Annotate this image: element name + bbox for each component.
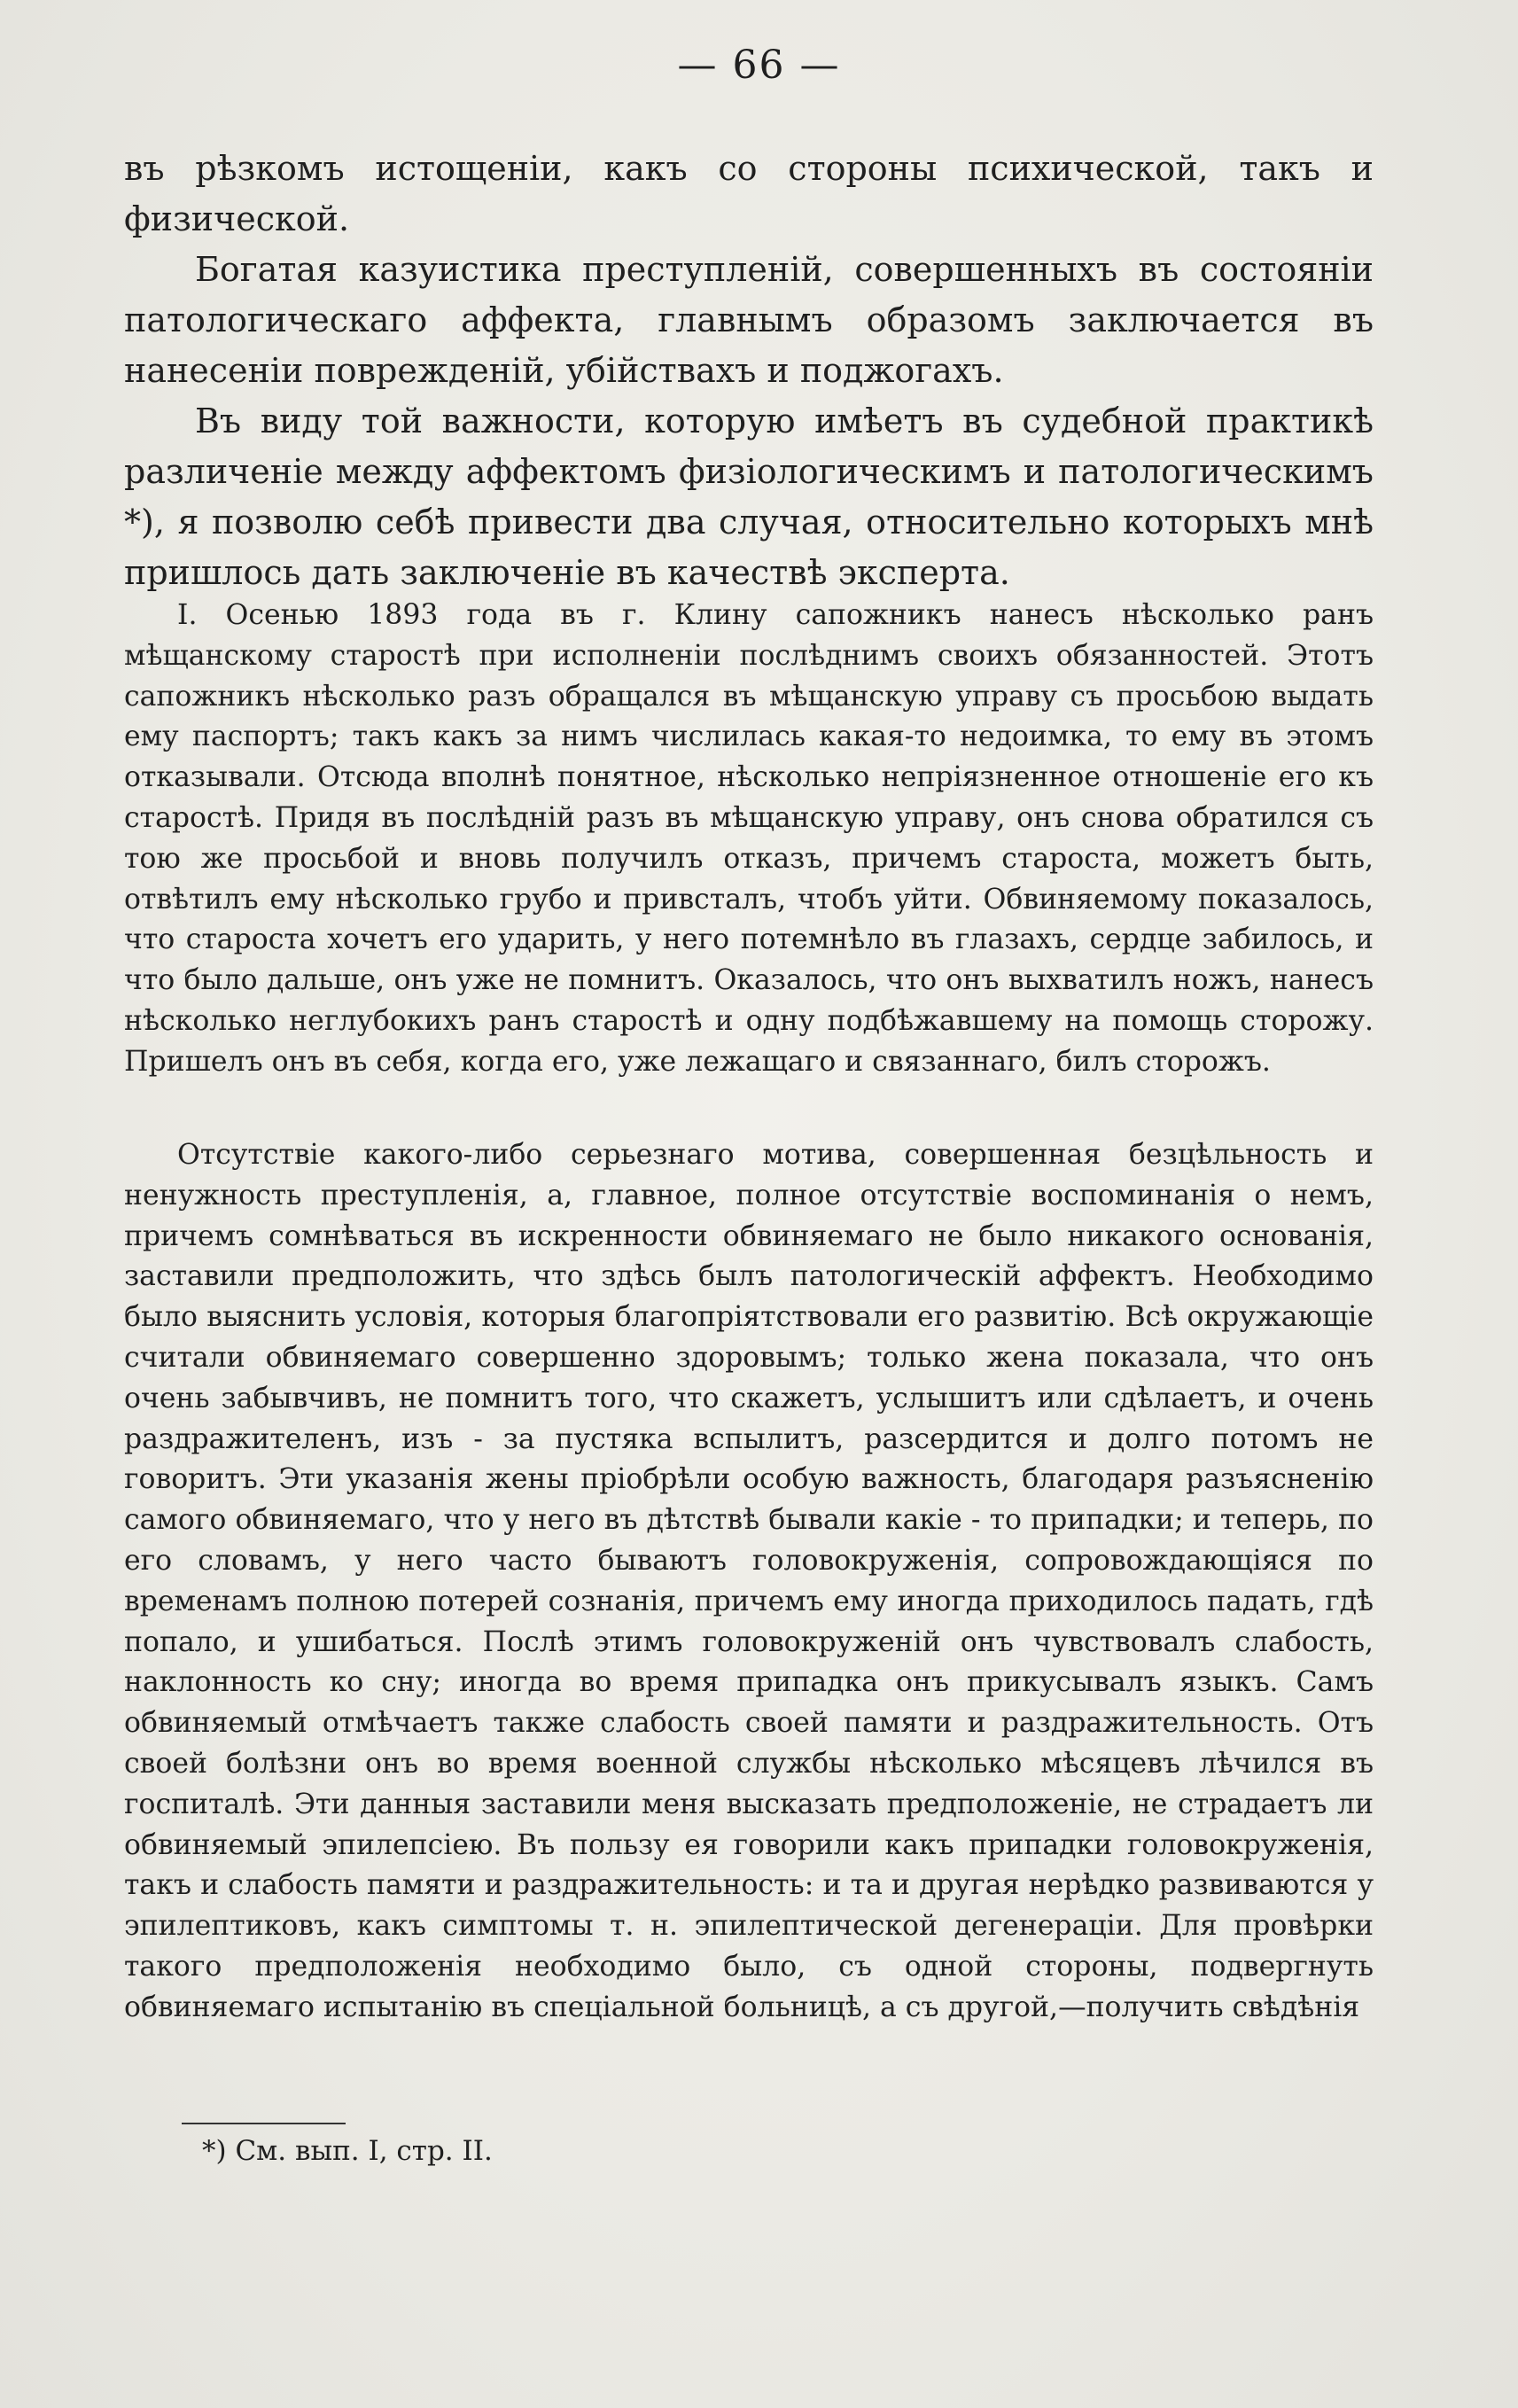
paragraph-3: Въ виду той важности, которую имѣетъ въ судебной практикѣ различеніе между аффектомъ физіологическимъ и патологическимъ *), я позволю себѣ привести два случая, относительно которыхъ мнѣ пришлось дать заключеніе въ качествѣ эксперта.	[124, 401, 1374, 592]
paragraph-1: въ рѣзкомъ истощеніи, какъ со стороны психической, такъ и физической.	[124, 149, 1374, 238]
footnote: *) См. вып. I, стр. II.	[202, 2135, 493, 2167]
paragraph-case-1: I. Осенью 1893 года въ г. Клину сапожникъ нанесъ нѣсколько ранъ мѣщанскому старостѣ при исполненіи послѣднимъ своихъ обязанностей. Этотъ сапожникъ нѣсколько разъ обращался въ мѣщанскую управу съ просьбою выдать ему паспортъ; такъ какъ за нимъ числилась какая-то недоимка, то ему въ этомъ отказывали. Отсюда вполнѣ понятное, нѣсколько непріязненное отношеніе его къ старостѣ. Придя въ послѣдній разъ въ мѣщанскую управу, онъ снова обратился съ тою же просьбой и вновь получилъ отказъ, причемъ староста, можетъ быть, отвѣтилъ ему нѣсколько грубо и привсталъ, чтобъ уйти. Обвиняемому показалось, что староста хочетъ его ударить, у него потемнѣло въ глазахъ, сердце забилось, и что было дальше, онъ уже не помнитъ. Оказалось, что онъ выхватилъ ножъ, нанесъ нѣсколько неглубокихъ ранъ старостѣ и одну подбѣжавшему на помощь сторожу. Пришелъ онъ въ себя, когда его, уже лежащаго и связаннаго, билъ сторожъ.	[124, 599, 1374, 1078]
page-number: — 66 —	[677, 43, 841, 88]
footnote-divider	[182, 2123, 346, 2124]
paragraph-2: Богатая казуистика преступленій, совершенныхъ въ состояніи патологическаго аффекта, главнымъ образомъ заключается въ нанесеніи поврежденій, убійствахъ и поджогахъ.	[124, 250, 1374, 390]
paragraph-case-1-analysis: Отсутствіе какого-либо серьезнаго мотива, совершенная безцѣльность и ненужность преступленія, а, главное, полное отсутствіе воспоминанія о немъ, причемъ сомнѣваться въ искренности обвиняемаго не было никакого основанія, заставили предположить, что здѣсь былъ патологическій аффектъ. Необходимо было выяснить условія, которыя благопріятствовали его развитію. Всѣ окружающіе считали обвиняемаго совершенно здоровымъ; только жена показала, что онъ очень забывчивъ, не помнитъ того, что скажетъ, услышитъ или сдѣлаетъ, и очень раздражителенъ, изъ - за пустяка вспылитъ, разсердится и долго потомъ не говоритъ. Эти указанія жены пріобрѣли особую важность, благодаря разъясненію самого обвиняемаго, что у него въ дѣтствѣ бывали какіе - то припадки; и теперь, по его словамъ, у него часто бываютъ головокруженія, сопровождающіяся по временамъ полною потерей сознанія, причемъ ему иногда приходилось падать, гдѣ попало, и ушибаться. Послѣ этимъ головокруженій онъ чувствовалъ слабость, наклонность ко сну; иногда во время припадка онъ прикусывалъ языкъ. Самъ обвиняемый отмѣчаетъ также слабость своей памяти и раздражительность. Отъ своей болѣзни онъ во время военной службы нѣсколько мѣсяцевъ лѣчился въ госпиталѣ. Эти данныя заставили меня высказать предположеніе, не страдаетъ ли обвиняемый эпилепсіею. Въ пользу ея говорили какъ припадки головокруженія, такъ и слабость памяти и раздражительность: и та и другая нерѣдко развиваются у эпилептиковъ, какъ симптомы т. н. эпилептической дегенераціи. Для провѣрки такого предположенія необходимо было, съ одной стороны, подвергнуть обвиняемаго испытанію въ спеціальной больницѣ, а съ другой,—получить свѣдѣнія	[124, 1139, 1374, 2023]
